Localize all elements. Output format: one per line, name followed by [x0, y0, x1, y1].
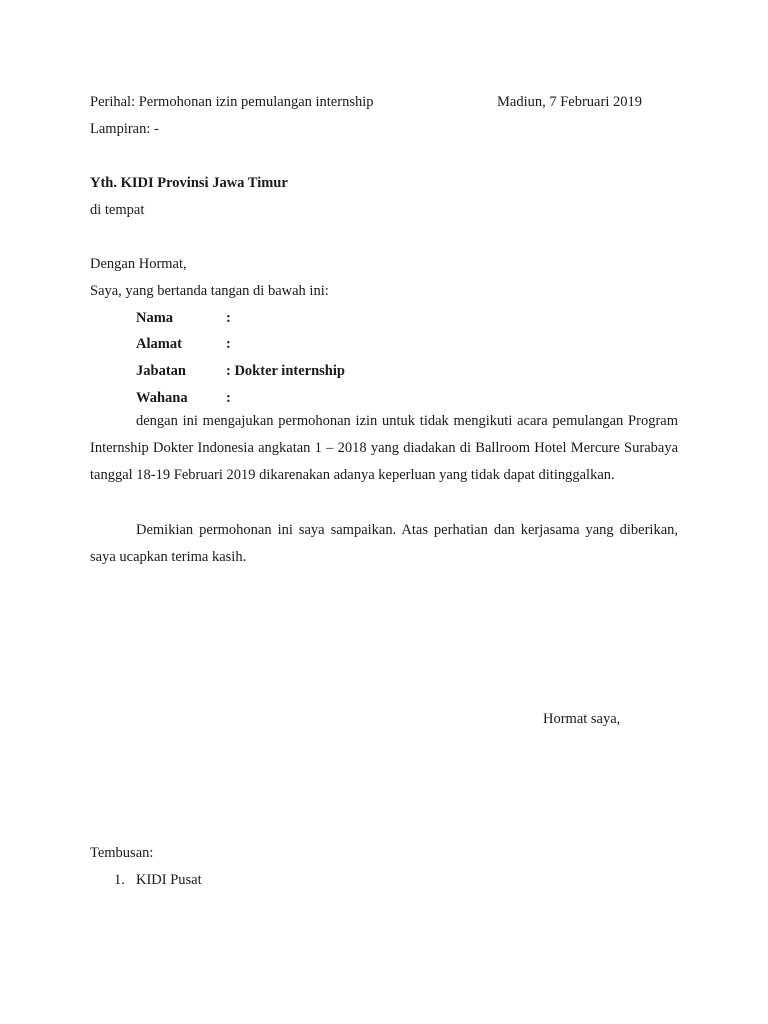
field-value: :	[226, 310, 231, 326]
cc-item-text: KIDI Pusat	[136, 872, 202, 888]
field-row-name	[136, 308, 231, 328]
cc-list-item	[114, 870, 202, 890]
recipient: Yth. KIDI Provinsi Jawa Timur	[90, 175, 288, 191]
greeting: Dengan Hormat,	[90, 256, 187, 272]
field-value: :	[226, 336, 231, 352]
field-label: Wahana	[136, 390, 188, 406]
field-row-address	[136, 334, 231, 354]
field-label: Nama	[136, 310, 174, 326]
attachment-line: Lampiran: -	[90, 121, 159, 137]
field-row-position	[136, 361, 345, 381]
recipient-place: di tempat	[90, 202, 145, 218]
intro-sentence: Saya, yang bertanda tangan di bawah ini:	[90, 283, 329, 299]
closing: Hormat saya,	[543, 711, 621, 727]
letter-date: Madiun, 7 Februari 2019	[497, 94, 642, 110]
field-value: : Dokter internship	[226, 363, 345, 379]
cc-item-number: 1.	[114, 872, 125, 888]
field-row-workplace	[136, 388, 231, 408]
field-label: Alamat	[136, 336, 182, 352]
body-paragraph-1: dengan ini mengajukan permohonan izin untuk tidak mengikuti acara pemulangan Program Internship Dokter Indonesia angkatan 1 – 2018 yang diadakan di Ballroom Hotel Mercure Surabaya tanggal 18-19 Februari 2019 dikarenakan adanya keperluan yang tidak dapat ditinggalkan.	[90, 413, 678, 483]
field-value: :	[226, 390, 231, 406]
cc-label: Tembusan:	[90, 845, 154, 861]
body-paragraph-2: Demikian permohonan ini saya sampaikan. Atas perhatian dan kerjasama yang diberikan, saya ucapkan terima kasih.	[90, 522, 678, 565]
field-label: Jabatan	[136, 363, 186, 379]
subject-line: Perihal: Permohonan izin pemulangan internship	[90, 94, 374, 110]
